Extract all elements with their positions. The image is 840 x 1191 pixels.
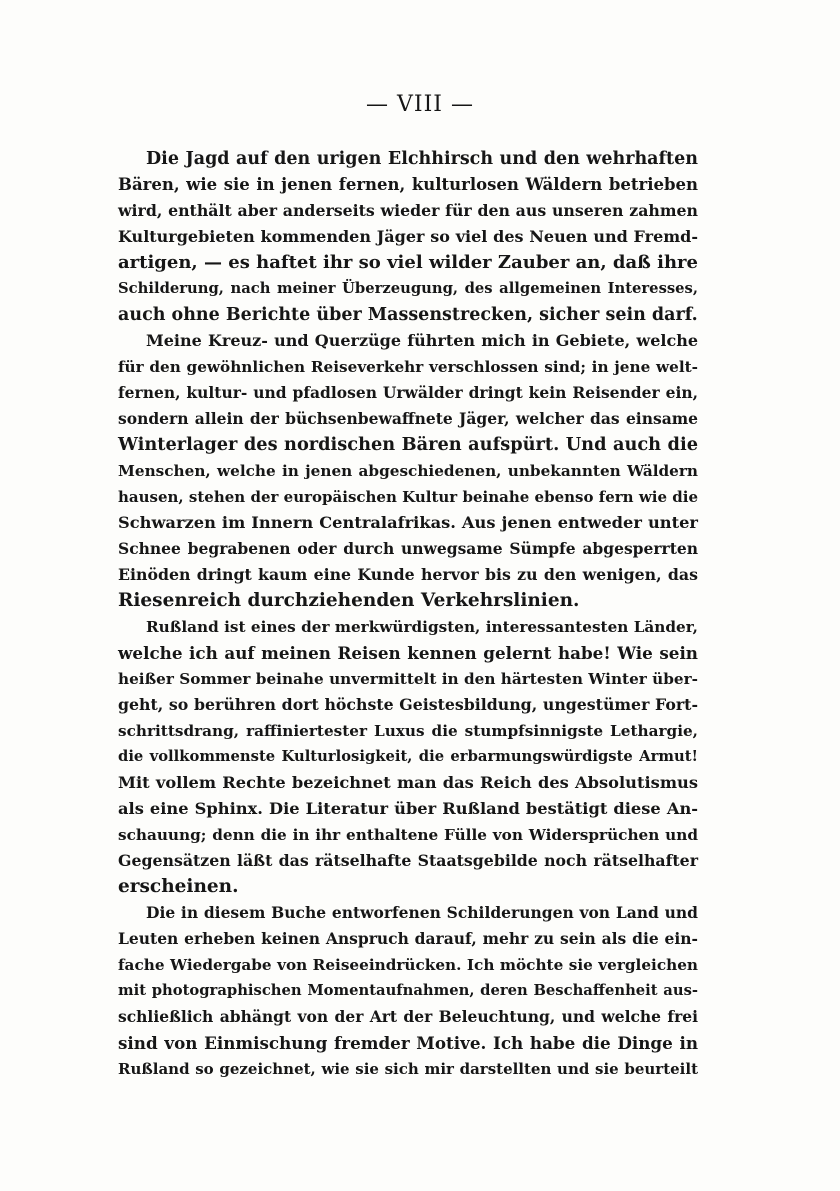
text-line: wird, enthält aber anderseits wieder für den aus unseren zahmen	[118, 201, 698, 220]
text-line: Schilderung, nach meiner Überzeugung, des allgemeinen Interesses,	[118, 280, 698, 297]
text-line: Leuten erheben keinen Anspruch darauf, mehr zu sein als die ein-	[118, 929, 698, 948]
text-line: Einöden dringt kaum eine Kunde hervor bis zu den wenigen, das	[118, 565, 698, 584]
text-line: Die Jagd auf den urigen Elchhirsch und den wehrhaften	[146, 149, 698, 169]
text-line: schauung; denn die in ihr enthaltene Fülle von Widersprüchen und	[118, 826, 698, 844]
page-number: — VIII —	[366, 92, 474, 117]
body-text	[118, 146, 698, 1082]
text-line: Mit vollem Rechte bezeichnet man das Reich des Absolutismus	[118, 773, 698, 792]
text-line: Schwarzen im Innern Centralafrikas. Aus jenen entweder unter	[118, 513, 698, 532]
text-line: die vollkommenste Kulturlosigkeit, die erbarmungswürdigste Armut!	[118, 748, 698, 765]
text-line: Schnee begrabenen oder durch unwegsame Sümpfe abgesperrten	[118, 539, 698, 558]
text-line: Rußland so gezeichnet, wie sie sich mir darstellten und sie beurteilt	[118, 1060, 698, 1078]
text-line: für den gewöhnlichen Reiseverkehr verschlossen sind; in jene welt-	[118, 358, 698, 376]
text-line: schrittsdrang, raffiniertester Luxus die stumpfsinnigste Lethargie,	[118, 722, 698, 740]
text-line: Rußland ist eines der merkwürdigsten, interessantesten Länder,	[146, 618, 698, 636]
text-line: erscheinen.	[118, 876, 239, 897]
text-line: sondern allein der büchsenbewaffnete Jäger, welcher das einsame	[118, 409, 698, 428]
text-line: Meine Kreuz- und Querzüge führten mich in Gebiete, welche	[146, 331, 698, 350]
text-line: artigen, — es haftet ihr so viel wilder Zauber an, daß ihre	[118, 252, 698, 273]
text-line: fache Wiedergabe von Reiseeindrücken. Ich möchte sie vergleichen	[118, 956, 698, 974]
text-line: hausen, stehen der europäischen Kultur beinahe ebenso fern wie die	[118, 488, 698, 506]
text-line: Riesenreich durchziehenden Verkehrslinien.	[118, 590, 580, 611]
text-line: mit photographischen Momentaufnahmen, deren Beschaffenheit aus-	[118, 982, 698, 999]
text-line: fernen, kultur- und pfadlosen Urwälder dringt kein Reisender ein,	[118, 383, 698, 402]
text-line: Bären, wie sie in jenen fernen, kulturlosen Wäldern betrieben	[118, 175, 698, 194]
text-line: heißer Sommer beinahe unvermittelt in den härtesten Winter über-	[118, 670, 698, 688]
text-line: schließlich abhängt von der Art der Beleuchtung, und welche frei	[118, 1007, 698, 1026]
text-line: sind von Einmischung fremder Motive. Ich habe die Dinge in	[118, 1033, 698, 1053]
text-line: Gegensätzen läßt das rätselhafte Staatsgebilde noch rätselhafter	[118, 851, 698, 870]
text-line: auch ohne Berichte über Massenstrecken, sicher sein darf.	[118, 305, 698, 325]
text-line: welche ich auf meinen Reisen kennen gelernt habe! Wie sein	[118, 643, 698, 663]
text-line: Kulturgebieten kommenden Jäger so viel des Neuen und Fremd-	[118, 227, 698, 246]
text-line: Winterlager des nordischen Bären aufspürt. Und auch die	[118, 434, 698, 455]
text-line: geht, so berühren dort höchste Geistesbildung, ungestümer Fort-	[118, 695, 698, 714]
text-line: Menschen, welche in jenen abgeschiedenen, unbekannten Wäldern	[118, 462, 698, 480]
text-line: als eine Sphinx. Die Literatur über Rußland bestätigt diese An-	[118, 799, 698, 818]
text-line: Die in diesem Buche entworfenen Schilderungen von Land und	[146, 903, 698, 922]
